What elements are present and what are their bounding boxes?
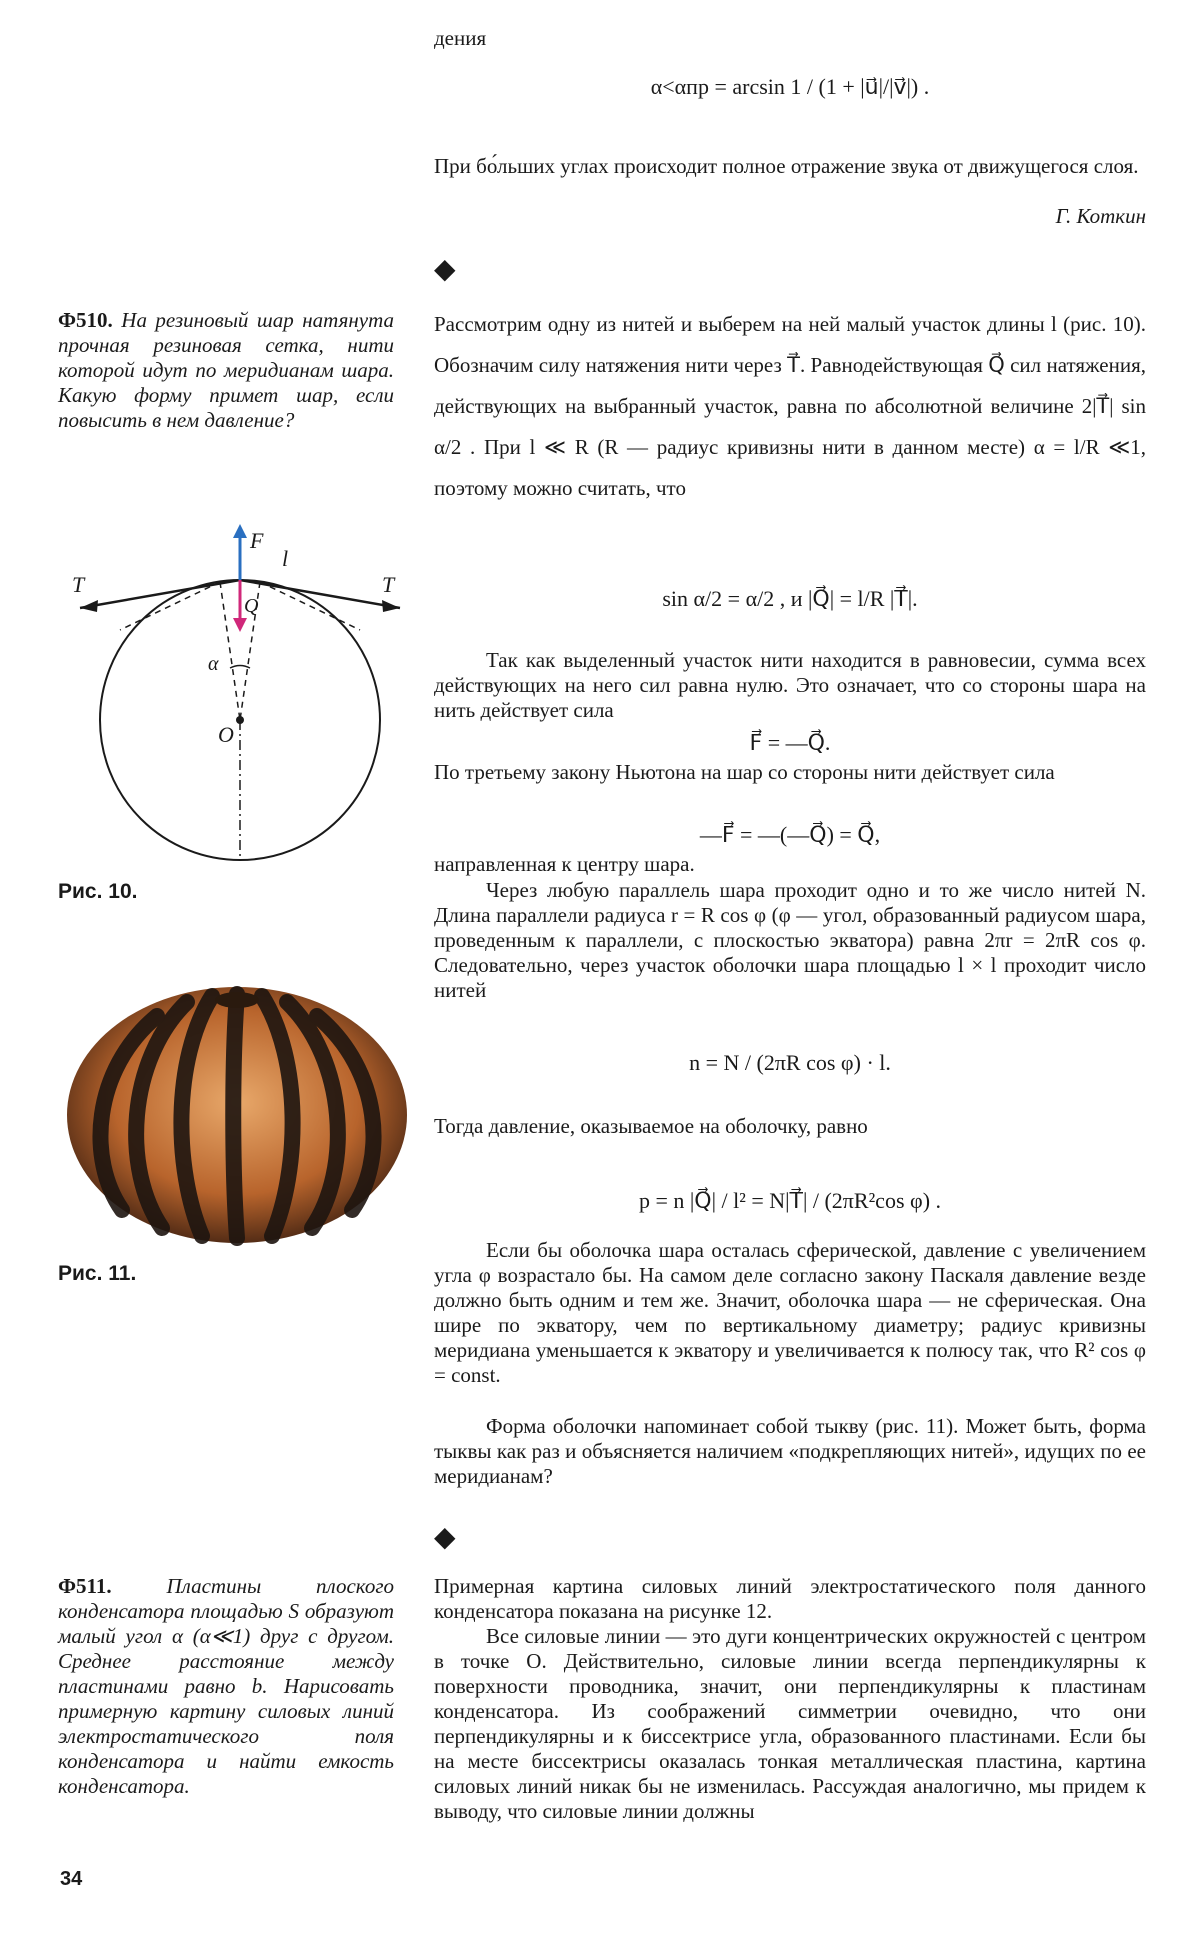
problem-510-solution-part3: По третьему закону Ньютона на шар со стороны нити действует сила (434, 760, 1055, 784)
figure-10-diagram (60, 520, 420, 870)
radius-left-dashed (220, 582, 240, 720)
problem-511-statement (58, 1574, 394, 1799)
label-l: l (282, 546, 289, 571)
formula-pressure: p = n |Q⃗| / l² = N|T⃗| / (2πR²cos φ) . (638, 1188, 942, 1213)
problem-510-label: Ф510. (58, 308, 113, 332)
problem-511-label: Ф511. (58, 1574, 112, 1598)
formula-thread-count: n = N / (2πR cos φ) · l. (689, 1050, 891, 1075)
formula-force-F: F⃗ = —Q⃗. (749, 730, 831, 755)
author-signature: Г. Коткин (1055, 204, 1146, 228)
formula-small-angle: sin α/2 = α/2 , и |Q⃗| = l/R |T⃗|. (662, 586, 918, 611)
pumpkin-stem-dimple (215, 992, 259, 1008)
chord-left-dashed (120, 582, 220, 630)
label-Q: Q (244, 595, 259, 617)
figure-10-caption: Рис. 10. (58, 880, 138, 903)
formula-newton-third: —F⃗ = —(—Q⃗) = Q⃗, (699, 822, 881, 847)
tension-left-arrowhead (80, 600, 98, 612)
tension-right-arrowhead (382, 600, 400, 612)
force-F-arrowhead (233, 524, 247, 538)
problem-511-solution-part1: Примерная картина силовых линий электростатического поля данного конденсатора показана на рисунке 12. (434, 1574, 1146, 1623)
label-T-left: T (72, 572, 85, 597)
section-divider-diamond: ◆ (434, 254, 456, 285)
intro-word: дения (434, 26, 487, 50)
problem-510-solution-part2: Так как выделенный участок нити находится в равновесии, сумма всех действующих на него сил равна нулю. Это означает, что со стороны шара на нить действует сила (434, 648, 1146, 722)
formula-critical-angle: α<αпр = arcsin 1 / (1 + |u⃗|/|v⃗|) . (650, 74, 930, 99)
figure-11-pumpkin-image (62, 970, 412, 1250)
label-T-right: T (382, 572, 395, 597)
problem-510-solution-part1: Рассмотрим одну из нитей и выберем на ней малый участок длины l (рис. 10). Обозначим силу натяжения нити через T⃗. Равнодействующая Q⃗ сил натяжения, действующих на выбранный участок, равна по абсолютной величине 2|T⃗| sin α/2 . При l ≪ R (R — радиус кривизны нити в данном месте) α = l/R ≪1, поэтому можно считать, что (434, 312, 1146, 500)
top-text-block: При бо́льших углах происходит полное отражение звука от движущегося слоя. (434, 154, 1139, 178)
angle-alpha-arc (230, 666, 250, 669)
label-alpha: α (208, 653, 219, 675)
figure-11-caption: Рис. 11. (58, 1262, 137, 1285)
pumpkin-rib (233, 994, 237, 1238)
problem-510-solution-part4: направленная к центру шара. (434, 852, 695, 876)
label-O: O (218, 722, 234, 747)
problem-510-text: На резиновый шар натянута прочная резиновая сетка, нити которой идут по меридианам шара. Какую форму примет шар, если повысить в нем давление? (58, 308, 394, 432)
page-number: 34 (60, 1868, 83, 1890)
section-divider-diamond-2: ◆ (434, 1522, 456, 1553)
problem-510-statement (58, 308, 394, 433)
force-Q-arrowhead (233, 618, 247, 632)
center-point (236, 716, 244, 724)
chord-right-dashed (260, 582, 360, 630)
problem-511-solution-part2: Все силовые линии — это дуги концентрических окружностей с центром в точке O. Действительно, силовые линии всегда перпендикулярны к поверхности проводника, значит, они перпендикулярны к пластинам конденсатора. Из соображений симметрии очевидно, что они перпендикулярны и к биссектрисе угла, образованного пластинами. Если бы на месте биссектрисы оказалась тонкая металлическая пластина, картина силовых линий никак бы не изменилась. Рассуждая аналогично, мы придем к выводу, что силовые линии должны (434, 1624, 1146, 1823)
problem-510-solution-part8: Форма оболочки напоминает собой тыкву (рис. 11). Может быть, форма тыквы как раз и объясняется наличием «подкрепляющих нитей», идущих по ее меридианам? (434, 1414, 1146, 1488)
problem-511-text: Пластины плоского конденсатора площадью S образуют малый угол α (α≪1) друг с другом. Среднее расстояние между пластинами равно b. Нарисовать примерную картину силовых линий электростатического поля конденсатора и найти емкость конденсатора. (58, 1574, 395, 1798)
label-F: F (250, 528, 264, 553)
problem-510-solution-part5: Через любую параллель шара проходит одно и то же число нитей N. Длина параллели радиуса r = R cos φ (φ — угол, образованный радиусом шара, проведенным к параллели, с плоскостью экватора) равна 2πr = 2πR cos φ. Следовательно, через участок оболочки шара площадью l × l проходит число нитей (434, 878, 1146, 1002)
problem-510-solution-part6: Тогда давление, оказываемое на оболочку, равно (434, 1114, 868, 1138)
problem-510-solution-part7: Если бы оболочка шара осталась сферической, давление с увеличением угла φ возрастало бы. На самом деле согласно закону Паскаля давление везде должно быть одним и тем же. Значит, оболочка шара — не сферическая. Она шире по экватору, чем по вертикальному диаметру; радиус кривизны меридиана уменьшается к экватору и увеличивается к полюсу так, что R² cos φ = const. (434, 1238, 1146, 1387)
